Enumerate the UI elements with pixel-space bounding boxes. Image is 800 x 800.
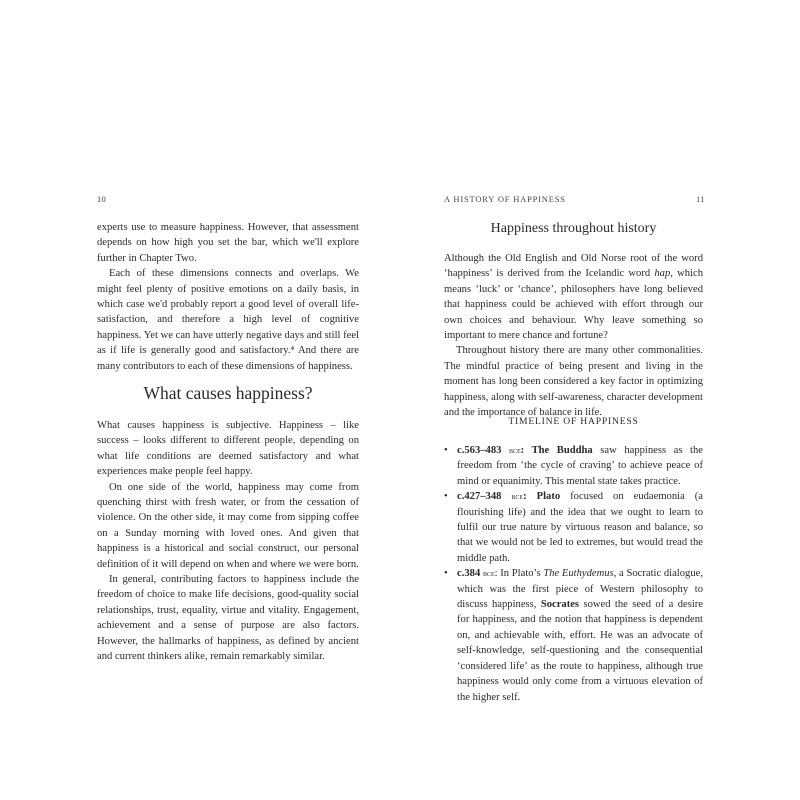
commonalities-paragraph: Throughout history there are many other commonalities. The mindful practice of being present and living in the moment has long been considered a key factor in optimizing happiness, along with self-awareness, character development and the importance of balance in life. — [444, 345, 703, 419]
word-hap: hap — [654, 268, 671, 280]
list-item: • c.427–348 bce: Plato focused on eudaemonia (a flourishing life) and the idea that we ought to learn to fulfil our true nature by virtuous reason and balance, so that we would not be led to extremes, but would tread the middle path. — [444, 491, 703, 564]
timeline-subject: Plato — [536, 491, 561, 503]
bullet-icon: • — [444, 491, 448, 503]
page-number-left: 10 — [97, 194, 107, 204]
timeline-subject: Socrates — [540, 599, 580, 611]
world-paragraph: On one side of the world, happiness may come from quenching thirst with fresh water, or from the cessation of violence. On the other side, it may come from sipping coffee on a Sunday morning with loved ones. And given that happiness is a historical and social construct, our personal definition of it will depend on when and where we were born. — [97, 481, 359, 570]
page-number-right: 11 — [696, 194, 705, 204]
timeline-list — [444, 443, 703, 705]
intro-paragraph: experts use to measure happiness. However, that assessment depends on how high you set the bar, which we'll explore further in Chapter Two. — [97, 222, 359, 264]
timeline-heading: TIMELINE OF HAPPINESS — [508, 416, 639, 427]
timeline-subject: The Buddha — [531, 445, 593, 456]
list-item: • c.563–483 bce: The Buddha saw happiness as the freedom from ‘the cycle of craving’ to achieve peace of mind or equanimity. This mental state takes practice. — [444, 445, 703, 487]
right-body — [444, 251, 703, 420]
running-head: A HISTORY OF HAPPINESS — [444, 194, 566, 204]
left-body-bottom — [97, 418, 359, 665]
work-title: The Euthydemus — [543, 568, 614, 580]
factors-paragraph: In general, contributing factors to happiness include the freedom of choice to make life decisions, good-quality social relationships, trust, equality, virtue and vitality. Engagement, achievement and a sense of purpose are also factors. However, the hallmarks of happiness, as defined by ancient and current thinkers alike, remain remarkably similar. — [97, 574, 359, 663]
left-body-top — [97, 220, 359, 374]
bullet-icon: • — [444, 568, 448, 580]
section-heading-what-causes: What causes happiness? — [143, 383, 313, 403]
section-heading-history: Happiness throughout history — [490, 221, 657, 236]
bullet-icon: • — [444, 445, 448, 456]
list-item: • c.384 bce: In Plato’s The Euthydemus, a Socratic dialogue, which was the first piece of Western philosophy to discuss happiness, Socrates sowed the seed of a desire for happiness, and the notion that happiness is dependent on, and achievable with, effort. He was an advocate of self-knowledge, self-questioning and the consequential ‘considered life’ as the route to happiness, although true happiness would only come from a virtuous elevation of the higher self. — [444, 568, 704, 703]
etymology-paragraph: Although the Old English and Old Norse root of the word ‘happiness’ is derived from the Icelandic word hap, which means ‘luck’ or ‘chance’, philosophers have long believed that happiness could be achieved with effort through our own choices and behaviour. Why leave something so important to mere chance and fortune? — [444, 253, 703, 342]
dimensions-paragraph: Each of these dimensions connects and overlaps. We might feel plenty of positive emotions on a daily basis, in which case we'd probably report a good level of overall life-satisfaction, and therefore a high level of cognitive happiness. Yet we can have utterly negative days and still feel as if life is generally good and satisfactory.⁴ And there are many contributors to each of these dimensions of happiness. — [97, 268, 359, 372]
subjective-paragraph: What causes happiness is subjective. Happiness – like success – looks different to different people, depending on what life conditions are deemed satisfactory and what experiences make people feel happy. — [97, 420, 359, 478]
right-page — [400, 0, 800, 800]
